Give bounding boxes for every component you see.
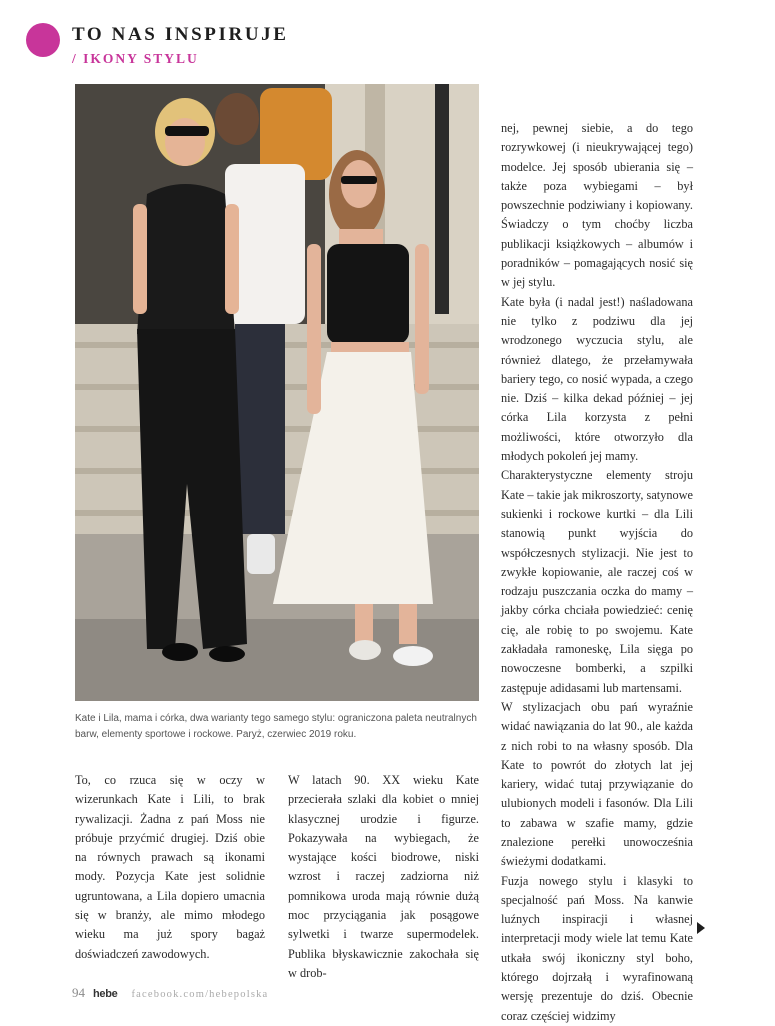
photo-caption: Kate i Lila, mama i córka, dwa warianty tego samego stylu: ograniczona paleta neutralnych barw, elementy sportowe i rockowe. Paryż, czerwiec 2019 roku.	[75, 713, 477, 740]
page-footer	[72, 985, 268, 1001]
paragraph: Charakterystyczne elementy stroju Kate – takie jak mikroszorty, satynowe sukienki i rockowe kurtki – dla Lili stanowią punkt wyjścia do współczesnych stylizacji. Nie jest to zwykłe kopiowanie, ale raczej coś w rodzaju puszczania oczka do mamy – jakby córka chciała powiedzieć: cenię cię, ale robię to po swojemu. Kate zakładała ramoneskę, Lila sięga po nowoczesne bomberki, a szpilki zastępuje adidasami lub martensami.	[501, 468, 693, 695]
section-subtitle: / IKONY STYLU	[72, 51, 199, 66]
section-title: TO NAS INSPIRUJE	[72, 24, 289, 45]
paragraph: Kate była (i nadal jest!) naśladowana nie tylko z podziwu dla jej wrodzonego wyczucia stylu, ale również dlatego, że przełamywała bariery tego, co nosić wypada, a czego nie. Dziś – kilka dekad później – jej córka Lila korzysta z pełni możliwości, które otworzyło dla młodych pokoleń jej mamy.	[501, 294, 693, 464]
text-column-middle	[288, 771, 479, 983]
paragraph: nej, pewnej siebie, a do tego rozrywkowej (i nieukrywającej tego) modelce. Jej sposób ubierania się – także poza wybiegami – był powszechnie podziwiany i kopiowany. Świadczy o tym choćby liczba publikacji książkowych – albumów i poradników – pomagających nosić się w jej stylu.	[501, 121, 693, 290]
section-dot-icon	[26, 23, 60, 57]
text-column-right	[501, 119, 693, 1026]
photo-illustration	[75, 84, 479, 701]
page-number: 94	[72, 985, 85, 1000]
paragraph: Fuzja nowego stylu i klasyki to specjalność pań Moss. Na kanwie luźnych inspiracji i własnej interpretacji mody wiele lat temu Kate utkała swój ikoniczny styl boho, którego dojrzałą i wyrafinowaną wersję prezentuje do dziś. Obecnie coraz częściej widzimy	[501, 873, 693, 1023]
paragraph: To, co rzuca się w oczy w wizerunkach Kate i Lili, to brak rywalizacji. Żadna z pań Moss nie próbuje przyćmić drugiej. Dziś obie na równych prawach są ikonami mody. Pozycja Kate jest solidnie ugruntowana, a Lila dopiero umacnia się w branży, ale mimo młodego wieku ma już spory bagaż doświadczeń zawodowych.	[75, 773, 265, 961]
continue-arrow-icon	[697, 922, 705, 934]
brand-logo: hebe	[93, 988, 118, 1000]
social-link[interactable]: facebook.com/hebepolska	[131, 989, 269, 1000]
paragraph: W latach 90. XX wieku Kate przecierała szlaki dla kobiet o mniej klasycznej urodzie i figurze. Pokazywała na wybiegach, że wystające kości biodrowe, niski wzrost i raczej zadziorna niż pomnikowa uroda mają równie dużą moc przyciągania jak posągowe sylwetki i twarze supermodelek. Publika błyskawicznie zakochała się w drob-	[288, 773, 479, 980]
text-column-left	[75, 771, 265, 964]
paragraph: W stylizacjach obu pań wyraźnie widać nawiązania do lat 90., ale każda z nich robi to na własny sposób. Dla Kate to powrót do złotych lat jej kariery, widać tutaj przywiązanie do ulubionych modeli i fasonów. Dla Lili to zabawa w szafie mamy, gdzie znalezione perełki unowocześnia świeżymi dodatkami.	[501, 699, 693, 869]
street-style-photo	[75, 84, 479, 701]
